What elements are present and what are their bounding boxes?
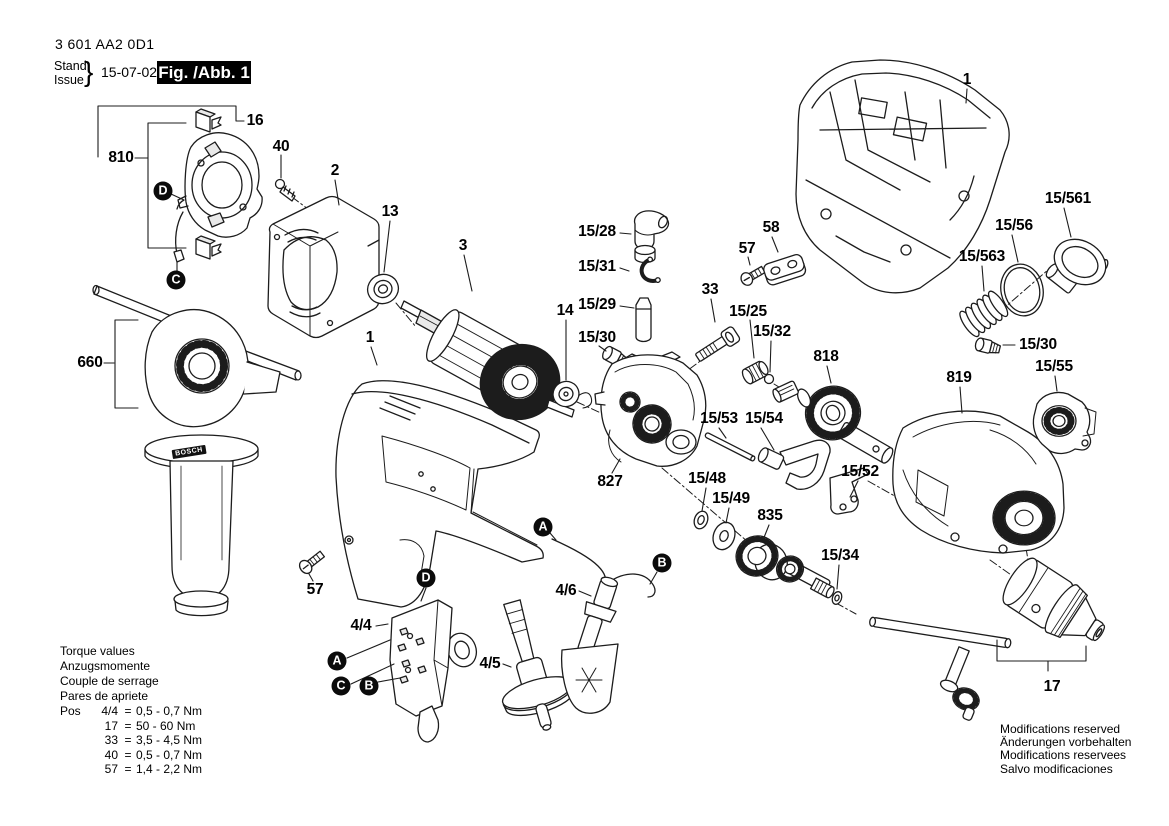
part-label-15-55-25: 15/55 <box>1035 358 1073 375</box>
brace-glyph: } <box>84 56 94 87</box>
torque-value: 0,5 - 0,7 Nm <box>136 704 203 718</box>
part-label-15-48-30: 15/48 <box>688 470 726 487</box>
part-label-15-563-23: 15/563 <box>958 248 1006 265</box>
field-stator-2 <box>268 197 379 338</box>
figure-label-box: Fig. /Abb. 1 <box>157 61 251 84</box>
part-label-15-56-22: 15/56 <box>995 217 1033 234</box>
part-label-15-30-12: 15/30 <box>578 329 616 346</box>
callout-d-4: D <box>417 569 436 588</box>
torque-row <box>60 748 202 763</box>
switch-4-4 <box>390 600 481 742</box>
part-label-15-29-11: 15/29 <box>578 296 616 313</box>
part-label-58-17: 58 <box>762 219 780 236</box>
torque-note <box>60 644 202 777</box>
torque-pos: 33 <box>104 733 118 748</box>
part-label-1-7: 1 <box>365 329 375 346</box>
torque-pos: 40 <box>104 747 118 762</box>
chuck-key <box>869 617 1011 721</box>
part-label-15-25-14: 15/25 <box>729 303 767 320</box>
spring-15-563 <box>957 289 1011 339</box>
part-label-15-28-9: 15/28 <box>578 223 616 240</box>
screw-57-bottom <box>297 548 327 575</box>
washer-15-49 <box>709 519 738 552</box>
part-label-819-19: 819 <box>946 369 972 386</box>
equals-sign: = <box>124 733 132 748</box>
part-label-15-32-15: 15/32 <box>753 323 791 340</box>
part-label-14-8: 14 <box>556 302 574 319</box>
torque-title-es: Pares de apriete <box>60 689 149 703</box>
modifications-line-en: Modifications reserved <box>1000 722 1121 736</box>
bearing-flange-15-55 <box>1033 392 1096 453</box>
part-label-4-5-37: 4/5 <box>479 655 501 672</box>
chuck <box>996 553 1116 658</box>
pos-label: Pos <box>60 704 81 718</box>
ball-15-32 <box>765 375 774 384</box>
part-label-33-13: 33 <box>701 281 719 298</box>
torque-value: 0,5 - 0,7 Nm <box>136 747 203 762</box>
modifications-line-de: Änderungen vorbehalten <box>1000 735 1132 750</box>
vent-cap-15-28 <box>635 211 670 263</box>
torque-pos: 17 <box>104 718 118 733</box>
stand-label: Stand <box>54 59 87 73</box>
part-label-660-6: 660 <box>77 354 103 371</box>
callout-a-5: A <box>328 652 347 671</box>
part-label-16-0: 16 <box>246 112 264 129</box>
torque-pos: 57 <box>104 762 118 777</box>
equals-sign: = <box>124 747 132 762</box>
modifications-note <box>1000 723 1131 776</box>
callout-b-3: B <box>653 554 672 573</box>
brush-plate-810 <box>174 133 262 262</box>
document-part-number: 3 601 AA2 0D1 <box>55 36 155 52</box>
torque-pos: 4/4 <box>101 704 118 718</box>
part-label-15-34-33: 15/34 <box>821 547 859 564</box>
part-label-4-6-36: 4/6 <box>555 582 577 599</box>
part-label-4-4-35: 4/4 <box>350 617 372 634</box>
part-label-827-29: 827 <box>597 473 623 490</box>
part-label-810-1: 810 <box>108 149 134 166</box>
screw-40 <box>276 180 296 202</box>
part-label-40-2: 40 <box>272 138 290 155</box>
torque-value: 3,5 - 4,5 Nm <box>136 733 203 748</box>
carbon-brush-top <box>196 109 221 132</box>
motor-housing-shell <box>796 60 1009 293</box>
callout-d-0: D <box>154 182 173 201</box>
torque-title-fr: Couple de serrage <box>60 674 159 688</box>
part-label-13-4: 13 <box>381 203 399 220</box>
part-label-1-20: 1 <box>962 71 972 88</box>
torque-value: 1,4 - 2,2 Nm <box>136 762 203 777</box>
cable-grommet-4-6 <box>552 539 655 713</box>
modifications-line-fr: Modifications reservees <box>1000 748 1127 763</box>
part-label-2-3: 2 <box>330 162 340 179</box>
equals-sign: = <box>124 704 132 718</box>
torque-value: 50 - 60 Nm <box>136 718 196 733</box>
lock-button-15-561 <box>1044 230 1114 293</box>
gearbox-827 <box>595 352 706 466</box>
torque-row <box>60 719 202 734</box>
carbon-brush-bottom <box>196 236 221 259</box>
lever-plate-15-52 <box>830 468 868 514</box>
gear-cluster-835 <box>730 530 835 599</box>
modifications-line-es: Salvo modificaciones <box>1000 761 1113 776</box>
pin-15-30-right <box>974 337 1001 356</box>
part-label-15-54-27: 15/54 <box>745 410 783 427</box>
brand-tag: BOSCH <box>172 445 207 459</box>
callout-b-7: B <box>360 677 379 696</box>
part-label-15-30-24: 15/30 <box>1019 336 1057 353</box>
bolt-33 <box>693 326 741 365</box>
issue-label: Issue <box>54 72 84 87</box>
part-label-57-34: 57 <box>306 581 324 598</box>
torque-title-en: Torque values <box>60 644 135 658</box>
torque-title-de: Anzugsmomente <box>60 659 151 673</box>
callout-c-1: C <box>167 271 186 290</box>
issue-date: 15-07-02 <box>101 64 158 80</box>
part-label-15-52-28: 15/52 <box>841 463 879 480</box>
part-label-17-38: 17 <box>1043 678 1061 695</box>
washer-15-48 <box>692 509 710 530</box>
pin-15-53 <box>704 432 755 461</box>
equals-sign: = <box>124 762 132 777</box>
torque-row <box>60 762 202 777</box>
part-label-57-16: 57 <box>738 240 756 257</box>
callout-c-6: C <box>332 677 351 696</box>
cable-clamp-58 <box>762 253 807 286</box>
screw-57-top <box>739 264 767 288</box>
part-label-15-53-26: 15/53 <box>700 410 738 427</box>
part-label-3-5: 3 <box>458 237 468 254</box>
equals-sign: = <box>124 718 132 733</box>
torque-row <box>60 704 202 719</box>
part-label-15-49-31: 15/49 <box>712 490 750 507</box>
torque-row <box>60 733 202 748</box>
part-label-835-32: 835 <box>757 507 783 524</box>
part-label-818-18: 818 <box>813 348 839 365</box>
part-label-15-31-10: 15/31 <box>578 258 616 275</box>
pin-15-29 <box>636 298 651 342</box>
part-label-15-561-21: 15/561 <box>1044 190 1092 207</box>
callout-a-2: A <box>534 518 553 537</box>
shift-fork-15-54 <box>756 440 830 489</box>
stand-issue-label <box>54 60 87 87</box>
